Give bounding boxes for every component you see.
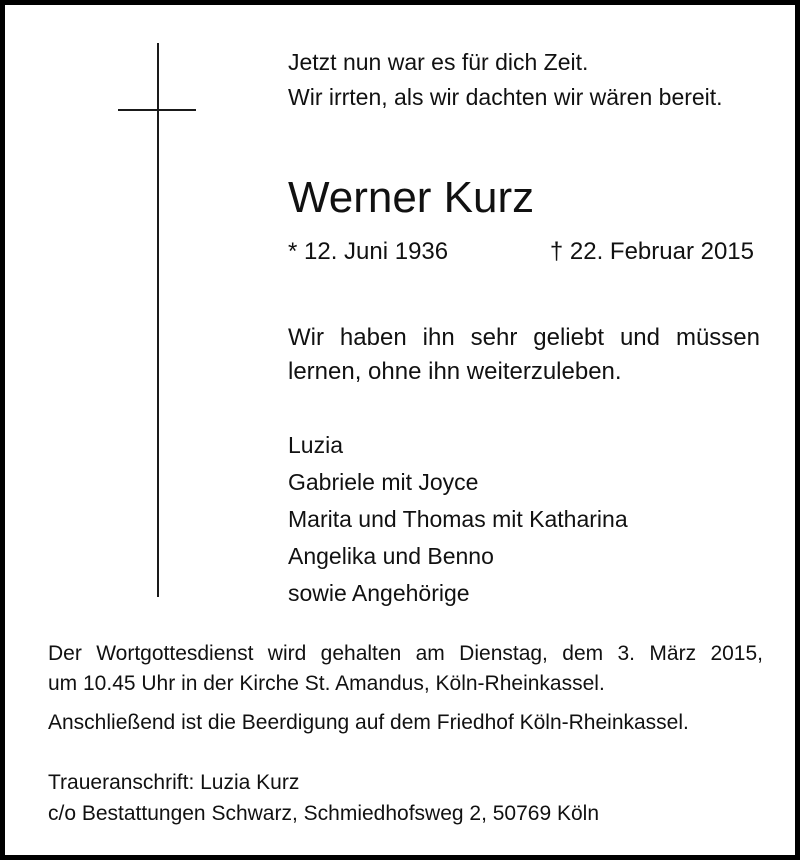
mourner-item: Angelika und Benno [288,543,494,569]
poem-line-2: Wir irrten, als wir dachten wir wären bereit. [288,84,723,110]
memorial-quote [288,321,760,389]
mourners-list [288,427,628,612]
quote-line-2: lernen, ohne ihn weiterzuleben. [288,358,622,385]
birth-date: * 12. Juni 1936 [288,238,449,265]
deceased-name: Werner Kurz [288,173,535,222]
death-date: † 22. Februar 2015 [549,238,754,265]
mourner-item: sowie Angehörige [288,580,470,606]
service-info [48,639,763,699]
poem-line-1: Jetzt nun war es für dich Zeit. [288,49,589,75]
mourner-item: Luzia [288,432,343,458]
service-line-2: um 10.45 Uhr in der Kirche St. Amandus, Köln-Rheinkassel. [48,672,605,695]
mourner-item: Gabriele mit Joyce [288,469,479,495]
burial-info: Anschließend ist die Beerdigung auf dem Friedhof Köln-Rheinkassel. [48,711,689,734]
mourner-item: Marita und Thomas mit Katharina [288,506,628,532]
service-line-1: Der Wortgottesdienst wird gehalten am Dienstag, dem 3. März 2015, [48,642,763,665]
mourning-address [48,767,599,829]
cross-vertical-bar [157,43,159,597]
cross-horizontal-bar [118,109,196,111]
address-line-1: Traueranschrift: Luzia Kurz [48,771,300,794]
poem [288,45,723,115]
quote-line-1: Wir haben ihn sehr geliebt und müssen [288,324,760,351]
address-line-2: c/o Bestattungen Schwarz, Schmiedhofsweg 2, 50769 Köln [48,802,600,825]
